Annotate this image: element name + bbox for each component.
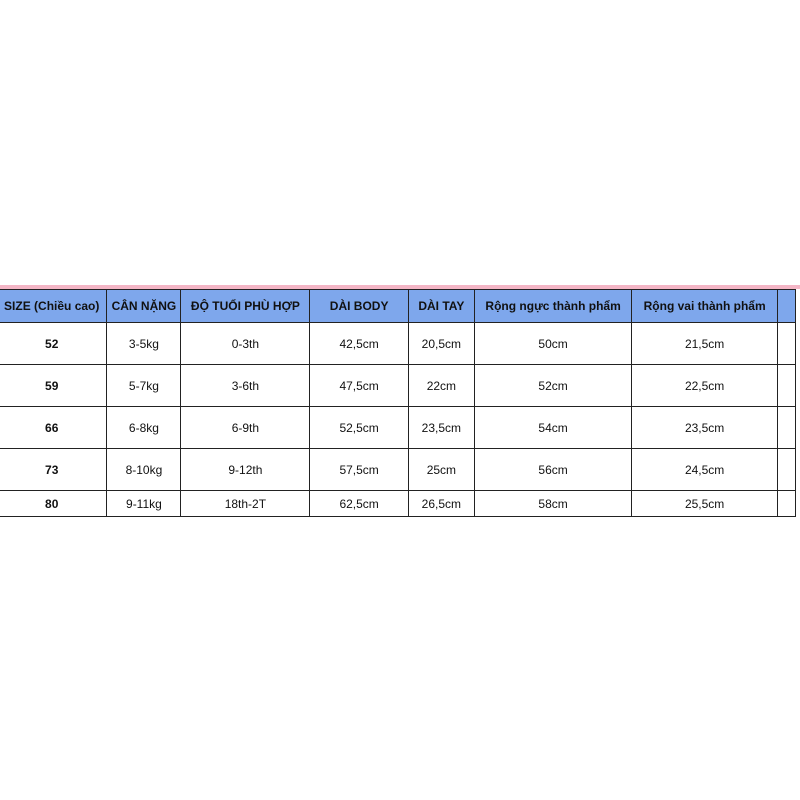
size-chart-table xyxy=(0,289,796,517)
cell-chest-width: 50cm xyxy=(474,323,632,365)
cell-extra xyxy=(777,407,795,449)
cell-size: 66 xyxy=(0,407,107,449)
header-shoulder-width: Rộng vai thành phẩm xyxy=(632,290,777,323)
cell-shoulder-width: 25,5cm xyxy=(632,491,777,517)
cell-body-length: 47,5cm xyxy=(310,365,409,407)
cell-sleeve-length: 26,5cm xyxy=(408,491,474,517)
table-row xyxy=(0,365,796,407)
cell-shoulder-width: 23,5cm xyxy=(632,407,777,449)
table-header-row xyxy=(0,290,796,323)
cell-age: 3-6th xyxy=(181,365,310,407)
header-age: ĐỘ TUỔI PHÙ HỢP xyxy=(181,290,310,323)
cell-age: 9-12th xyxy=(181,449,310,491)
cell-chest-width: 56cm xyxy=(474,449,632,491)
header-sleeve-length: DÀI TAY xyxy=(408,290,474,323)
cell-body-length: 57,5cm xyxy=(310,449,409,491)
cell-shoulder-width: 24,5cm xyxy=(632,449,777,491)
cell-weight: 9-11kg xyxy=(107,491,181,517)
header-weight: CÂN NẶNG xyxy=(107,290,181,323)
header-size: SIZE (Chiều cao) xyxy=(0,290,107,323)
cell-weight: 5-7kg xyxy=(107,365,181,407)
cell-sleeve-length: 20,5cm xyxy=(408,323,474,365)
cell-chest-width: 58cm xyxy=(474,491,632,517)
cell-shoulder-width: 21,5cm xyxy=(632,323,777,365)
cell-weight: 8-10kg xyxy=(107,449,181,491)
cell-size: 80 xyxy=(0,491,107,517)
cell-age: 0-3th xyxy=(181,323,310,365)
cell-sleeve-length: 23,5cm xyxy=(408,407,474,449)
header-body-length: DÀI BODY xyxy=(310,290,409,323)
cell-weight: 3-5kg xyxy=(107,323,181,365)
cell-extra xyxy=(777,365,795,407)
cell-age: 6-9th xyxy=(181,407,310,449)
cell-chest-width: 52cm xyxy=(474,365,632,407)
cell-extra xyxy=(777,449,795,491)
cell-body-length: 62,5cm xyxy=(310,491,409,517)
table-row xyxy=(0,449,796,491)
cell-sleeve-length: 25cm xyxy=(408,449,474,491)
table-row xyxy=(0,407,796,449)
cell-extra xyxy=(777,323,795,365)
cell-shoulder-width: 22,5cm xyxy=(632,365,777,407)
table-row xyxy=(0,491,796,517)
cell-age: 18th-2T xyxy=(181,491,310,517)
cell-size: 52 xyxy=(0,323,107,365)
header-chest-width: Rộng ngực thành phẩm xyxy=(474,290,632,323)
cell-size: 59 xyxy=(0,365,107,407)
cell-extra xyxy=(777,491,795,517)
cell-body-length: 42,5cm xyxy=(310,323,409,365)
cell-body-length: 52,5cm xyxy=(310,407,409,449)
header-extra xyxy=(777,290,795,323)
cell-sleeve-length: 22cm xyxy=(408,365,474,407)
table-row xyxy=(0,323,796,365)
cell-chest-width: 54cm xyxy=(474,407,632,449)
cell-weight: 6-8kg xyxy=(107,407,181,449)
cell-size: 73 xyxy=(0,449,107,491)
